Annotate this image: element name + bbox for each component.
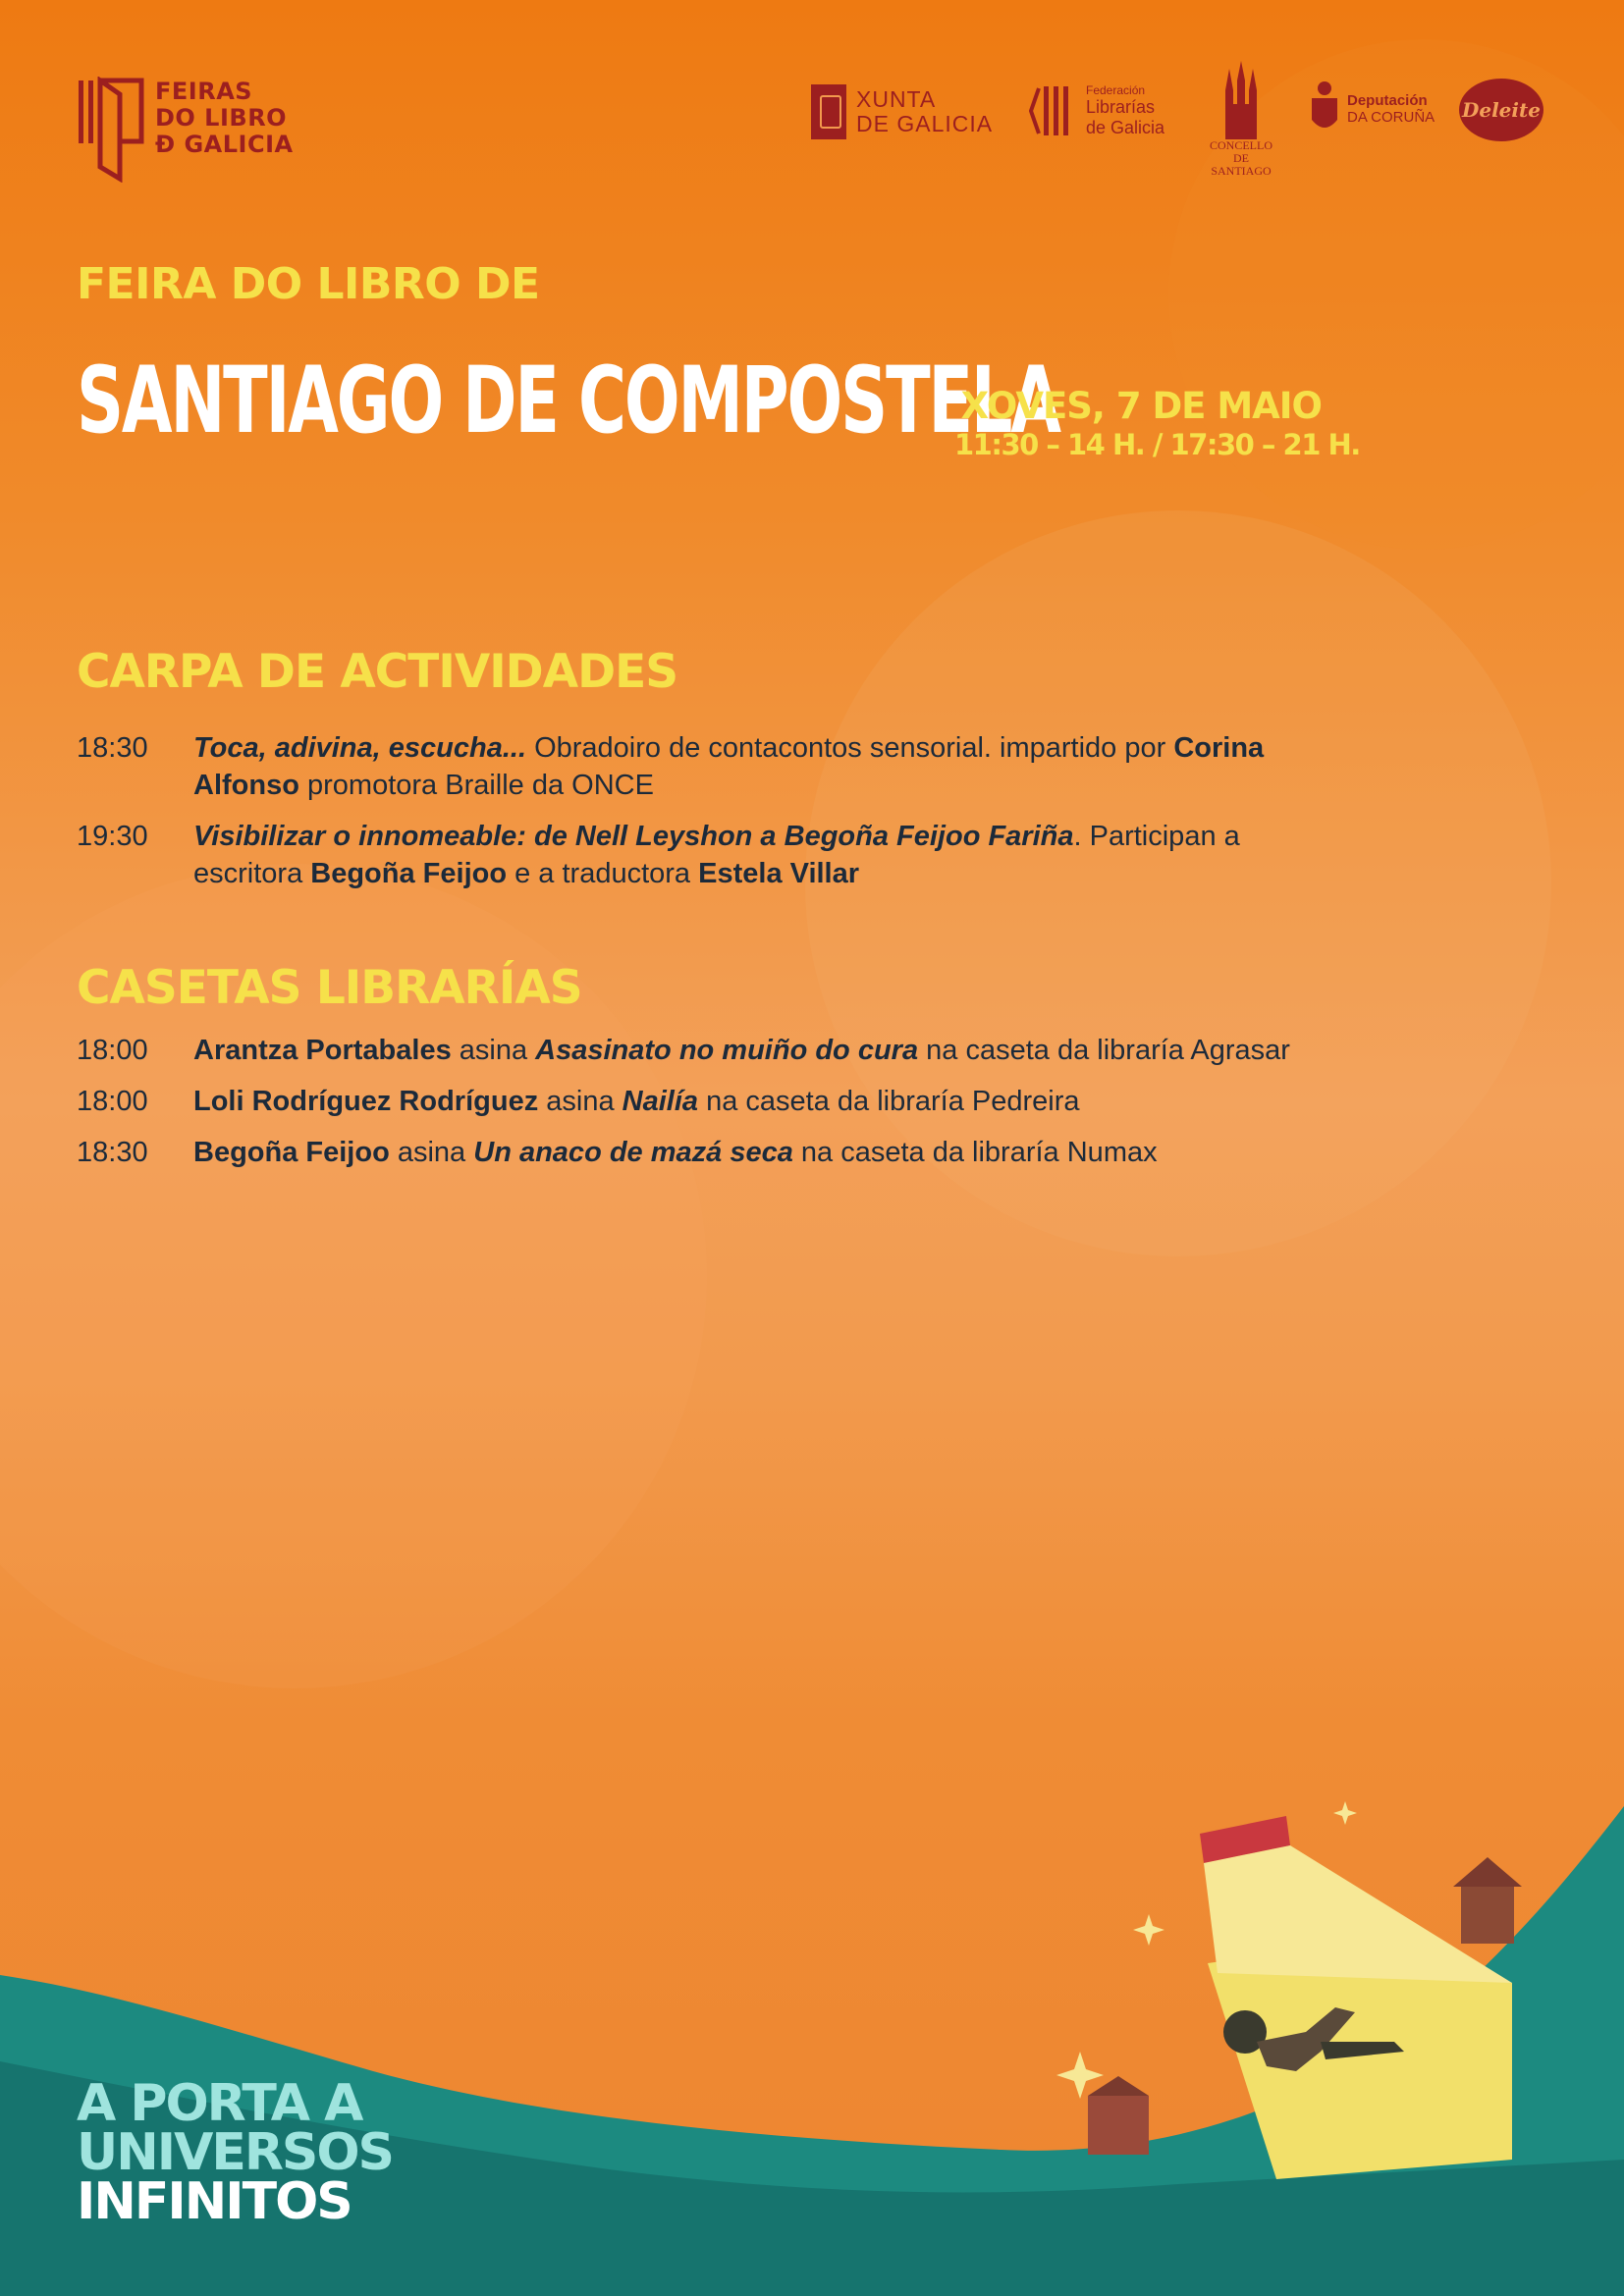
casetas-signings-list	[77, 1032, 1324, 1185]
cathedral-icon	[1219, 61, 1263, 139]
tagline	[77, 2074, 394, 2231]
deputacion-coruna-logo	[1310, 80, 1435, 137]
librarias-bars-icon	[1029, 82, 1074, 139]
item-verb: asina	[451, 1035, 536, 1066]
concello-santiago-logo	[1202, 61, 1280, 178]
concello-line-1: CONCELLO DE	[1210, 138, 1272, 165]
item-verb: asina	[389, 1137, 474, 1168]
tagline-line-1: A PORTA A	[77, 2074, 362, 2133]
item-text: promotora Braille da ONCE	[298, 770, 654, 801]
house-icon	[1461, 1885, 1514, 1944]
item-author: Begoña Feijoo	[193, 1137, 390, 1168]
casetas-section-title: CASETAS LIBRARÍAS	[77, 961, 582, 1015]
overtitle: FEIRA DO LIBRO DE	[77, 259, 540, 309]
deputacion-crest-icon	[1310, 80, 1339, 137]
item-description	[193, 1083, 1324, 1120]
logo-line-3: Ð GALICIA	[155, 131, 294, 158]
item-text: e a traductora	[507, 858, 699, 889]
star-icon	[1333, 1801, 1357, 1825]
item-book: Nailía	[622, 1086, 699, 1117]
feiras-do-libro-logo	[77, 77, 294, 183]
item-description	[193, 1032, 1324, 1069]
item-person: Corina Alfonso	[193, 732, 1265, 801]
item-time: 18:30	[77, 732, 148, 764]
item-author: Loli Rodríguez Rodríguez	[193, 1086, 539, 1117]
carpa-section-title: CARPA DE ACTIVIDADES	[77, 645, 678, 699]
federacion-librarias-logo	[1029, 82, 1164, 139]
tagline-line-2: UNIVERSOS	[77, 2123, 394, 2182]
list-item	[77, 1083, 1324, 1120]
concello-line-2: SANTIAGO	[1211, 164, 1272, 178]
star-icon	[1133, 1914, 1164, 1946]
list-item	[77, 818, 1324, 892]
item-author: Arantza Portabales	[193, 1035, 452, 1066]
item-title: Toca, adivina, escucha...	[193, 732, 527, 764]
house-roof-icon	[1453, 1857, 1522, 1887]
house-roof-icon	[1088, 2076, 1149, 2096]
house-icon	[1088, 2096, 1149, 2155]
item-time: 18:00	[77, 1035, 148, 1066]
deputacion-line-1: Deputación	[1347, 92, 1428, 109]
page-title: SANTIAGO DE COMPOSTELA	[77, 347, 1059, 454]
xunta-logo	[811, 84, 993, 139]
item-book: Un anaco de mazá seca	[473, 1137, 793, 1168]
federacion-small: Federación	[1086, 82, 1146, 97]
tagline-line-3: INFINITOS	[77, 2172, 352, 2231]
deputacion-line-2: DA CORUÑA	[1347, 109, 1435, 126]
list-item	[77, 729, 1324, 804]
item-person: Begoña Feijoo	[310, 858, 508, 889]
item-text: . Participan a escritora	[193, 821, 1240, 889]
xunta-crest-icon	[811, 84, 846, 139]
xunta-line-2: DE GALICIA	[856, 111, 994, 136]
deleite-logo: Deleite	[1459, 79, 1543, 141]
item-text: Obradoiro de contacontos sensorial. impartido por	[526, 732, 1174, 764]
book-door-logo-icon	[77, 77, 145, 183]
xunta-line-1: XUNTA	[856, 86, 937, 112]
logo-line-2: DO LIBRO	[155, 104, 288, 132]
item-description	[193, 729, 1324, 804]
item-book: Asasinato no muiño do cura	[535, 1035, 919, 1066]
item-place: na caseta da libraría Pedreira	[698, 1086, 1080, 1117]
item-verb: asina	[538, 1086, 623, 1117]
event-hours: 11:30 – 14 H. / 17:30 – 21 H.	[954, 428, 1360, 461]
item-time: 19:30	[77, 821, 148, 852]
carpa-activities-list	[77, 729, 1324, 906]
item-description	[193, 818, 1324, 892]
item-person: Estela Villar	[698, 858, 860, 889]
item-place: na caseta da libraría Numax	[792, 1137, 1158, 1168]
item-time: 18:00	[77, 1086, 148, 1117]
logo-line-1: FEIRAS	[155, 78, 253, 105]
item-description	[193, 1134, 1324, 1171]
item-title: Visibilizar o innomeable: de Nell Leyshon a Begoña Feijoo Fariña	[193, 821, 1074, 852]
list-item	[77, 1032, 1324, 1069]
federacion-line-1: Librarías	[1086, 96, 1156, 117]
list-item	[77, 1134, 1324, 1171]
date-block	[954, 385, 1360, 461]
item-place: na caseta da libraría Agrasar	[918, 1035, 1290, 1066]
item-time: 18:30	[77, 1137, 148, 1168]
federacion-line-2: de Galicia	[1086, 117, 1165, 137]
sponsor-logos	[811, 61, 1549, 178]
event-day: XOVES, 7 DE MAIO	[960, 385, 1322, 427]
